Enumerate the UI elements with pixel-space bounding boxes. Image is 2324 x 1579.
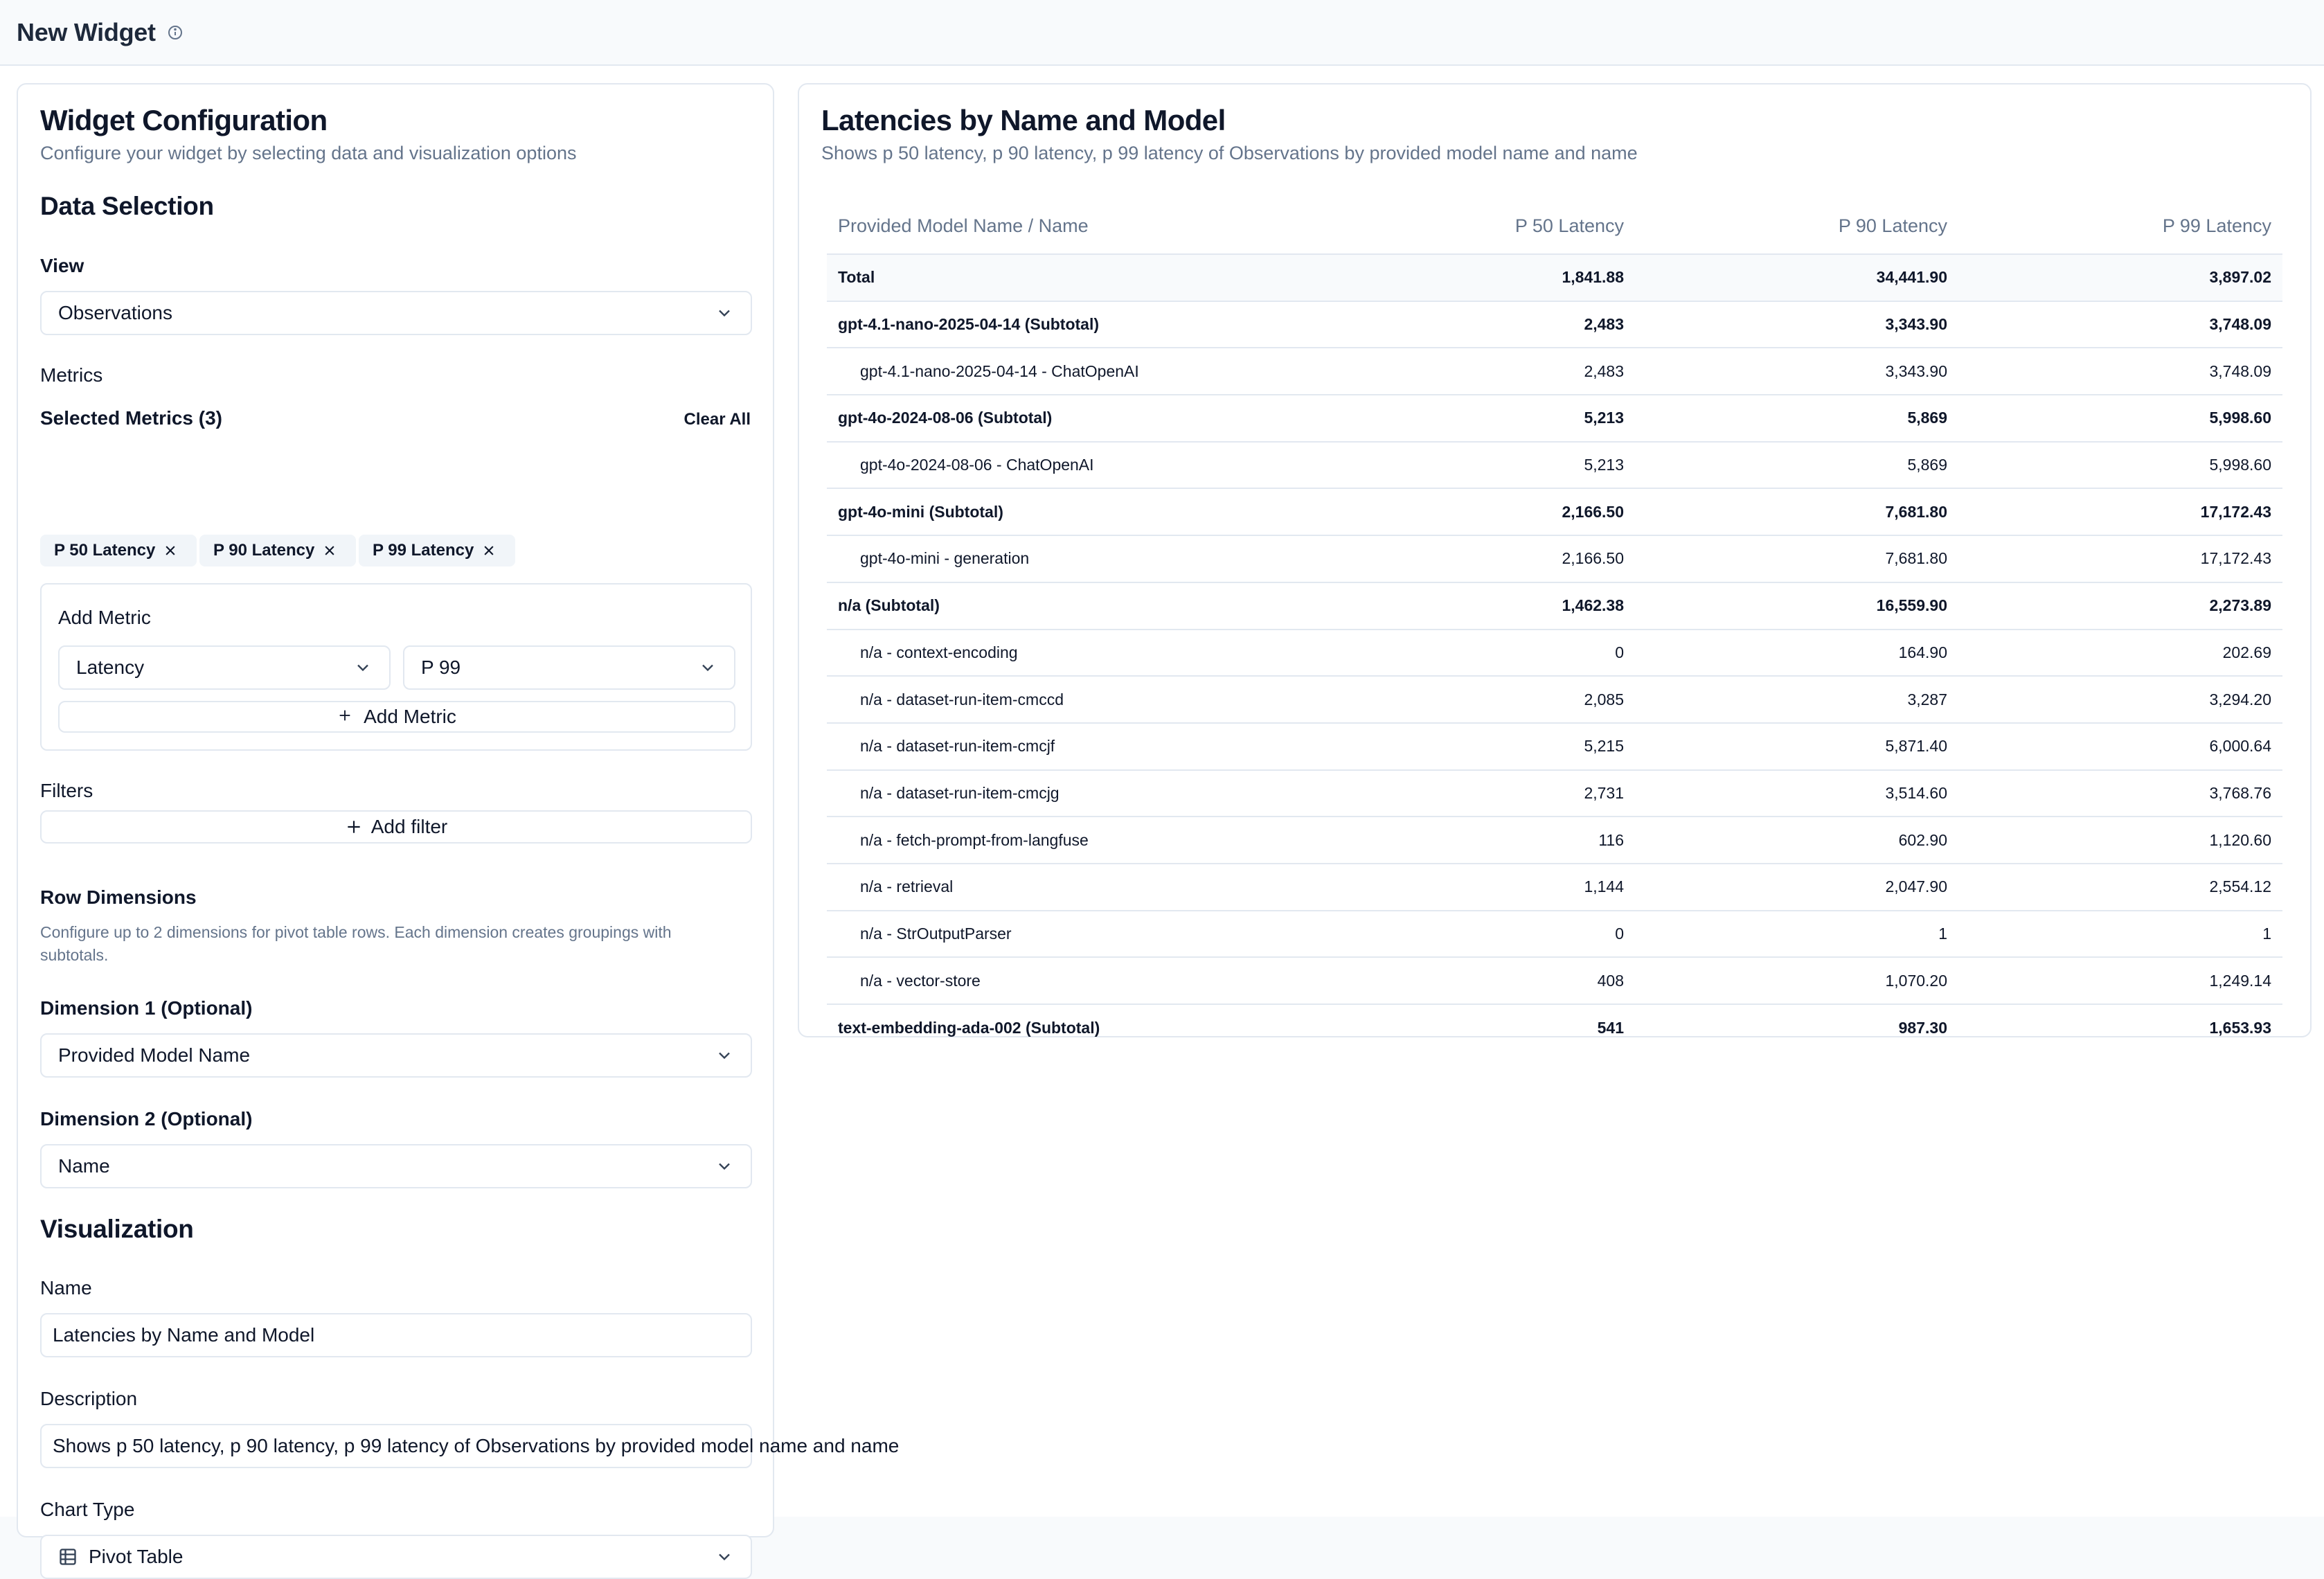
name-label: Name bbox=[40, 1277, 92, 1299]
cell-p99: 17,172.43 bbox=[1958, 535, 2282, 582]
cell-name: gpt-4o-mini - generation bbox=[827, 535, 1312, 582]
close-icon[interactable] bbox=[163, 544, 177, 557]
dimension-2-value: Name bbox=[58, 1155, 110, 1177]
pivot-table bbox=[827, 199, 2282, 1051]
description-input[interactable]: Shows p 50 latency, p 90 latency, p 99 latency of Observations by provided model name and name bbox=[40, 1424, 752, 1468]
plus-icon bbox=[345, 818, 363, 836]
chevron-down-icon bbox=[715, 1547, 734, 1567]
cell-p99: 1,120.60 bbox=[1958, 817, 2282, 864]
row-dimensions-help: Configure up to 2 dimensions for pivot table rows. Each dimension creates groupings with subtotals. bbox=[40, 923, 672, 964]
cell-p50: 2,166.50 bbox=[1312, 488, 1635, 535]
cell-p50: 1,841.88 bbox=[1312, 254, 1635, 301]
cell-name: n/a - dataset-run-item-cmccd bbox=[827, 676, 1312, 723]
cell-p90: 3,343.90 bbox=[1635, 348, 1958, 395]
subtotal-row bbox=[827, 488, 2282, 535]
cell-p50: 1,144 bbox=[1312, 864, 1635, 911]
add-metric-box bbox=[40, 583, 752, 751]
aggregation-select[interactable] bbox=[403, 645, 735, 690]
cell-p99: 1 bbox=[1958, 911, 2282, 958]
chevron-down-icon bbox=[715, 1157, 734, 1176]
add-metric-button-label: Add Metric bbox=[364, 706, 456, 727]
metric-chip-label: P 99 Latency bbox=[373, 541, 474, 560]
subtotal-row bbox=[827, 1004, 2282, 1051]
cell-p50: 116 bbox=[1312, 817, 1635, 864]
chevron-down-icon bbox=[353, 658, 373, 677]
cell-name: n/a - retrieval bbox=[827, 864, 1312, 911]
cell-p90: 1 bbox=[1635, 911, 1958, 958]
cell-p99: 17,172.43 bbox=[1958, 488, 2282, 535]
metric-chip-p90 bbox=[199, 535, 356, 567]
cell-p50: 5,213 bbox=[1312, 442, 1635, 489]
cell-p50: 2,483 bbox=[1312, 348, 1635, 395]
dimension-2-label: Dimension 2 (Optional) bbox=[40, 1108, 253, 1130]
view-value: Observations bbox=[58, 302, 172, 323]
table-row bbox=[827, 348, 2282, 395]
cell-p99: 2,273.89 bbox=[1958, 582, 2282, 630]
table-icon bbox=[58, 1547, 78, 1567]
description-label: Description bbox=[40, 1388, 138, 1409]
cell-p50: 2,731 bbox=[1312, 770, 1635, 817]
cell-p50: 5,215 bbox=[1312, 723, 1635, 770]
cell-p99: 5,998.60 bbox=[1958, 442, 2282, 489]
row-dimensions-label: Row Dimensions bbox=[40, 886, 197, 908]
cell-name: n/a - fetch-prompt-from-langfuse bbox=[827, 817, 1312, 864]
metric-chip-p99 bbox=[359, 535, 515, 567]
cell-name: n/a - dataset-run-item-cmcjg bbox=[827, 770, 1312, 817]
view-label: View bbox=[40, 255, 84, 276]
top-bar bbox=[0, 0, 2324, 66]
dimension-1-label: Dimension 1 (Optional) bbox=[40, 997, 253, 1019]
cell-p90: 5,871.40 bbox=[1635, 723, 1958, 770]
table-header-row bbox=[827, 199, 2282, 254]
cell-p99: 202.69 bbox=[1958, 630, 2282, 677]
chevron-down-icon bbox=[715, 303, 734, 323]
cell-name: n/a (Subtotal) bbox=[827, 582, 1312, 630]
cell-name: gpt-4o-mini (Subtotal) bbox=[827, 488, 1312, 535]
cell-p50: 541 bbox=[1597, 1018, 1624, 1037]
column-header-name: Provided Model Name / Name bbox=[827, 199, 1312, 254]
cell-p99: 3,748.09 bbox=[1958, 301, 2282, 348]
cell-p99: 6,000.64 bbox=[1958, 723, 2282, 770]
add-metric-label: Add Metric bbox=[58, 607, 151, 628]
cell-name: n/a - vector-store bbox=[827, 957, 1312, 1004]
cell-p99: 3,897.02 bbox=[1958, 254, 2282, 301]
cell-name: Total bbox=[827, 254, 1312, 301]
table-row bbox=[827, 442, 2282, 489]
cell-p90: 2,047.90 bbox=[1635, 864, 1958, 911]
cell-name: n/a - StrOutputParser bbox=[827, 911, 1312, 958]
cell-p99: 3,748.09 bbox=[1958, 348, 2282, 395]
chart-type-value: Pivot Table bbox=[89, 1546, 184, 1567]
cell-p50: 2,166.50 bbox=[1312, 535, 1635, 582]
metric-chip-label: P 90 Latency bbox=[213, 541, 315, 560]
subtotal-row bbox=[827, 582, 2282, 630]
cell-name: text-embedding-ada-002 (Subtotal) bbox=[838, 1018, 1100, 1037]
plus-icon bbox=[337, 708, 355, 726]
cell-name: gpt-4o-2024-08-06 (Subtotal) bbox=[827, 395, 1312, 442]
table-row bbox=[827, 630, 2282, 677]
view-select[interactable] bbox=[40, 291, 752, 335]
cell-p90: 34,441.90 bbox=[1635, 254, 1958, 301]
selected-metrics-label: Selected Metrics (3) bbox=[40, 407, 222, 429]
cell-p99: 3,768.76 bbox=[1958, 770, 2282, 817]
widget-preview-panel bbox=[798, 83, 2312, 1037]
close-icon[interactable] bbox=[482, 544, 496, 557]
cell-p90: 987.30 bbox=[1898, 1018, 1947, 1037]
cell-p99: 5,998.60 bbox=[1958, 395, 2282, 442]
cell-p99: 1,653.93 bbox=[2209, 1018, 2271, 1037]
cell-name: gpt-4.1-nano-2025-04-14 (Subtotal) bbox=[827, 301, 1312, 348]
dimension-1-select[interactable] bbox=[40, 1033, 752, 1078]
cell-p50: 1,462.38 bbox=[1312, 582, 1635, 630]
cell-p90: 3,343.90 bbox=[1635, 301, 1958, 348]
filters-label: Filters bbox=[40, 780, 93, 801]
cell-p50: 2,483 bbox=[1312, 301, 1635, 348]
cell-p50: 0 bbox=[1312, 630, 1635, 677]
table-row bbox=[827, 911, 2282, 958]
chevron-down-icon bbox=[715, 1046, 734, 1065]
preview-subtitle: Shows p 50 latency, p 90 latency, p 99 latency of Observations by provided model name and name bbox=[821, 143, 1638, 163]
metric-chip-p50 bbox=[40, 535, 197, 567]
table-row bbox=[827, 817, 2282, 864]
close-icon[interactable] bbox=[323, 544, 337, 557]
cell-p50: 5,213 bbox=[1312, 395, 1635, 442]
cell-p90: 602.90 bbox=[1635, 817, 1958, 864]
visualization-heading: Visualization bbox=[40, 1215, 194, 1243]
add-filter-button[interactable] bbox=[40, 810, 752, 844]
subtotal-row bbox=[827, 301, 2282, 348]
metric-chip-label: P 50 Latency bbox=[54, 541, 156, 560]
cell-p90: 164.90 bbox=[1635, 630, 1958, 677]
chart-type-select[interactable] bbox=[40, 1535, 752, 1579]
chevron-down-icon bbox=[698, 658, 717, 677]
cell-p90: 5,869 bbox=[1635, 442, 1958, 489]
add-metric-button[interactable] bbox=[58, 701, 735, 733]
table-row bbox=[827, 676, 2282, 723]
column-header-p50: P 50 Latency bbox=[1312, 199, 1635, 254]
cell-p90: 7,681.80 bbox=[1635, 535, 1958, 582]
preview-title: Latencies by Name and Model bbox=[821, 104, 1226, 136]
column-header-p99: P 99 Latency bbox=[1958, 199, 2282, 254]
metrics-label: Metrics bbox=[40, 364, 103, 386]
total-row bbox=[827, 254, 2282, 301]
chart-type-label: Chart Type bbox=[40, 1499, 135, 1520]
name-input[interactable]: Latencies by Name and Model bbox=[40, 1313, 752, 1357]
cell-p99: 2,554.12 bbox=[1958, 864, 2282, 911]
cell-p90: 3,514.60 bbox=[1635, 770, 1958, 817]
table-row bbox=[827, 770, 2282, 817]
cell-p90: 3,287 bbox=[1635, 676, 1958, 723]
info-icon[interactable] bbox=[167, 24, 184, 41]
cell-p50: 2,085 bbox=[1312, 676, 1635, 723]
cell-name: gpt-4o-2024-08-06 - ChatOpenAI bbox=[827, 442, 1312, 489]
cell-p90: 5,869 bbox=[1635, 395, 1958, 442]
cell-p99: 3,294.20 bbox=[1958, 676, 2282, 723]
table-row bbox=[827, 957, 2282, 1004]
dimension-2-select[interactable] bbox=[40, 1144, 752, 1188]
table-row bbox=[827, 864, 2282, 911]
cell-p90: 16,559.90 bbox=[1635, 582, 1958, 630]
cell-p99: 1,249.14 bbox=[1958, 957, 2282, 1004]
cell-p90: 1,070.20 bbox=[1635, 957, 1958, 1004]
measure-value: Latency bbox=[76, 657, 145, 678]
cell-p90: 7,681.80 bbox=[1635, 488, 1958, 535]
subtotal-row bbox=[827, 395, 2282, 442]
dimension-1-value: Provided Model Name bbox=[58, 1044, 251, 1066]
measure-select[interactable] bbox=[58, 645, 391, 690]
add-filter-label: Add filter bbox=[370, 816, 448, 837]
cell-name: n/a - context-encoding bbox=[827, 630, 1312, 677]
table-row bbox=[827, 723, 2282, 770]
config-title: Widget Configuration bbox=[40, 104, 328, 136]
aggregation-value: P 99 bbox=[421, 657, 461, 678]
data-selection-heading: Data Selection bbox=[40, 192, 214, 220]
page-title: New Widget bbox=[17, 17, 156, 46]
cell-name: gpt-4.1-nano-2025-04-14 - ChatOpenAI bbox=[827, 348, 1312, 395]
config-subtitle: Configure your widget by selecting data and visualization options bbox=[40, 143, 577, 163]
cell-name: n/a - dataset-run-item-cmcjf bbox=[827, 723, 1312, 770]
table-row bbox=[827, 535, 2282, 582]
cell-p50: 408 bbox=[1312, 957, 1635, 1004]
cell-p50: 0 bbox=[1312, 911, 1635, 958]
clear-all-button[interactable]: Clear All bbox=[683, 410, 751, 429]
column-header-p90: P 90 Latency bbox=[1635, 199, 1958, 254]
